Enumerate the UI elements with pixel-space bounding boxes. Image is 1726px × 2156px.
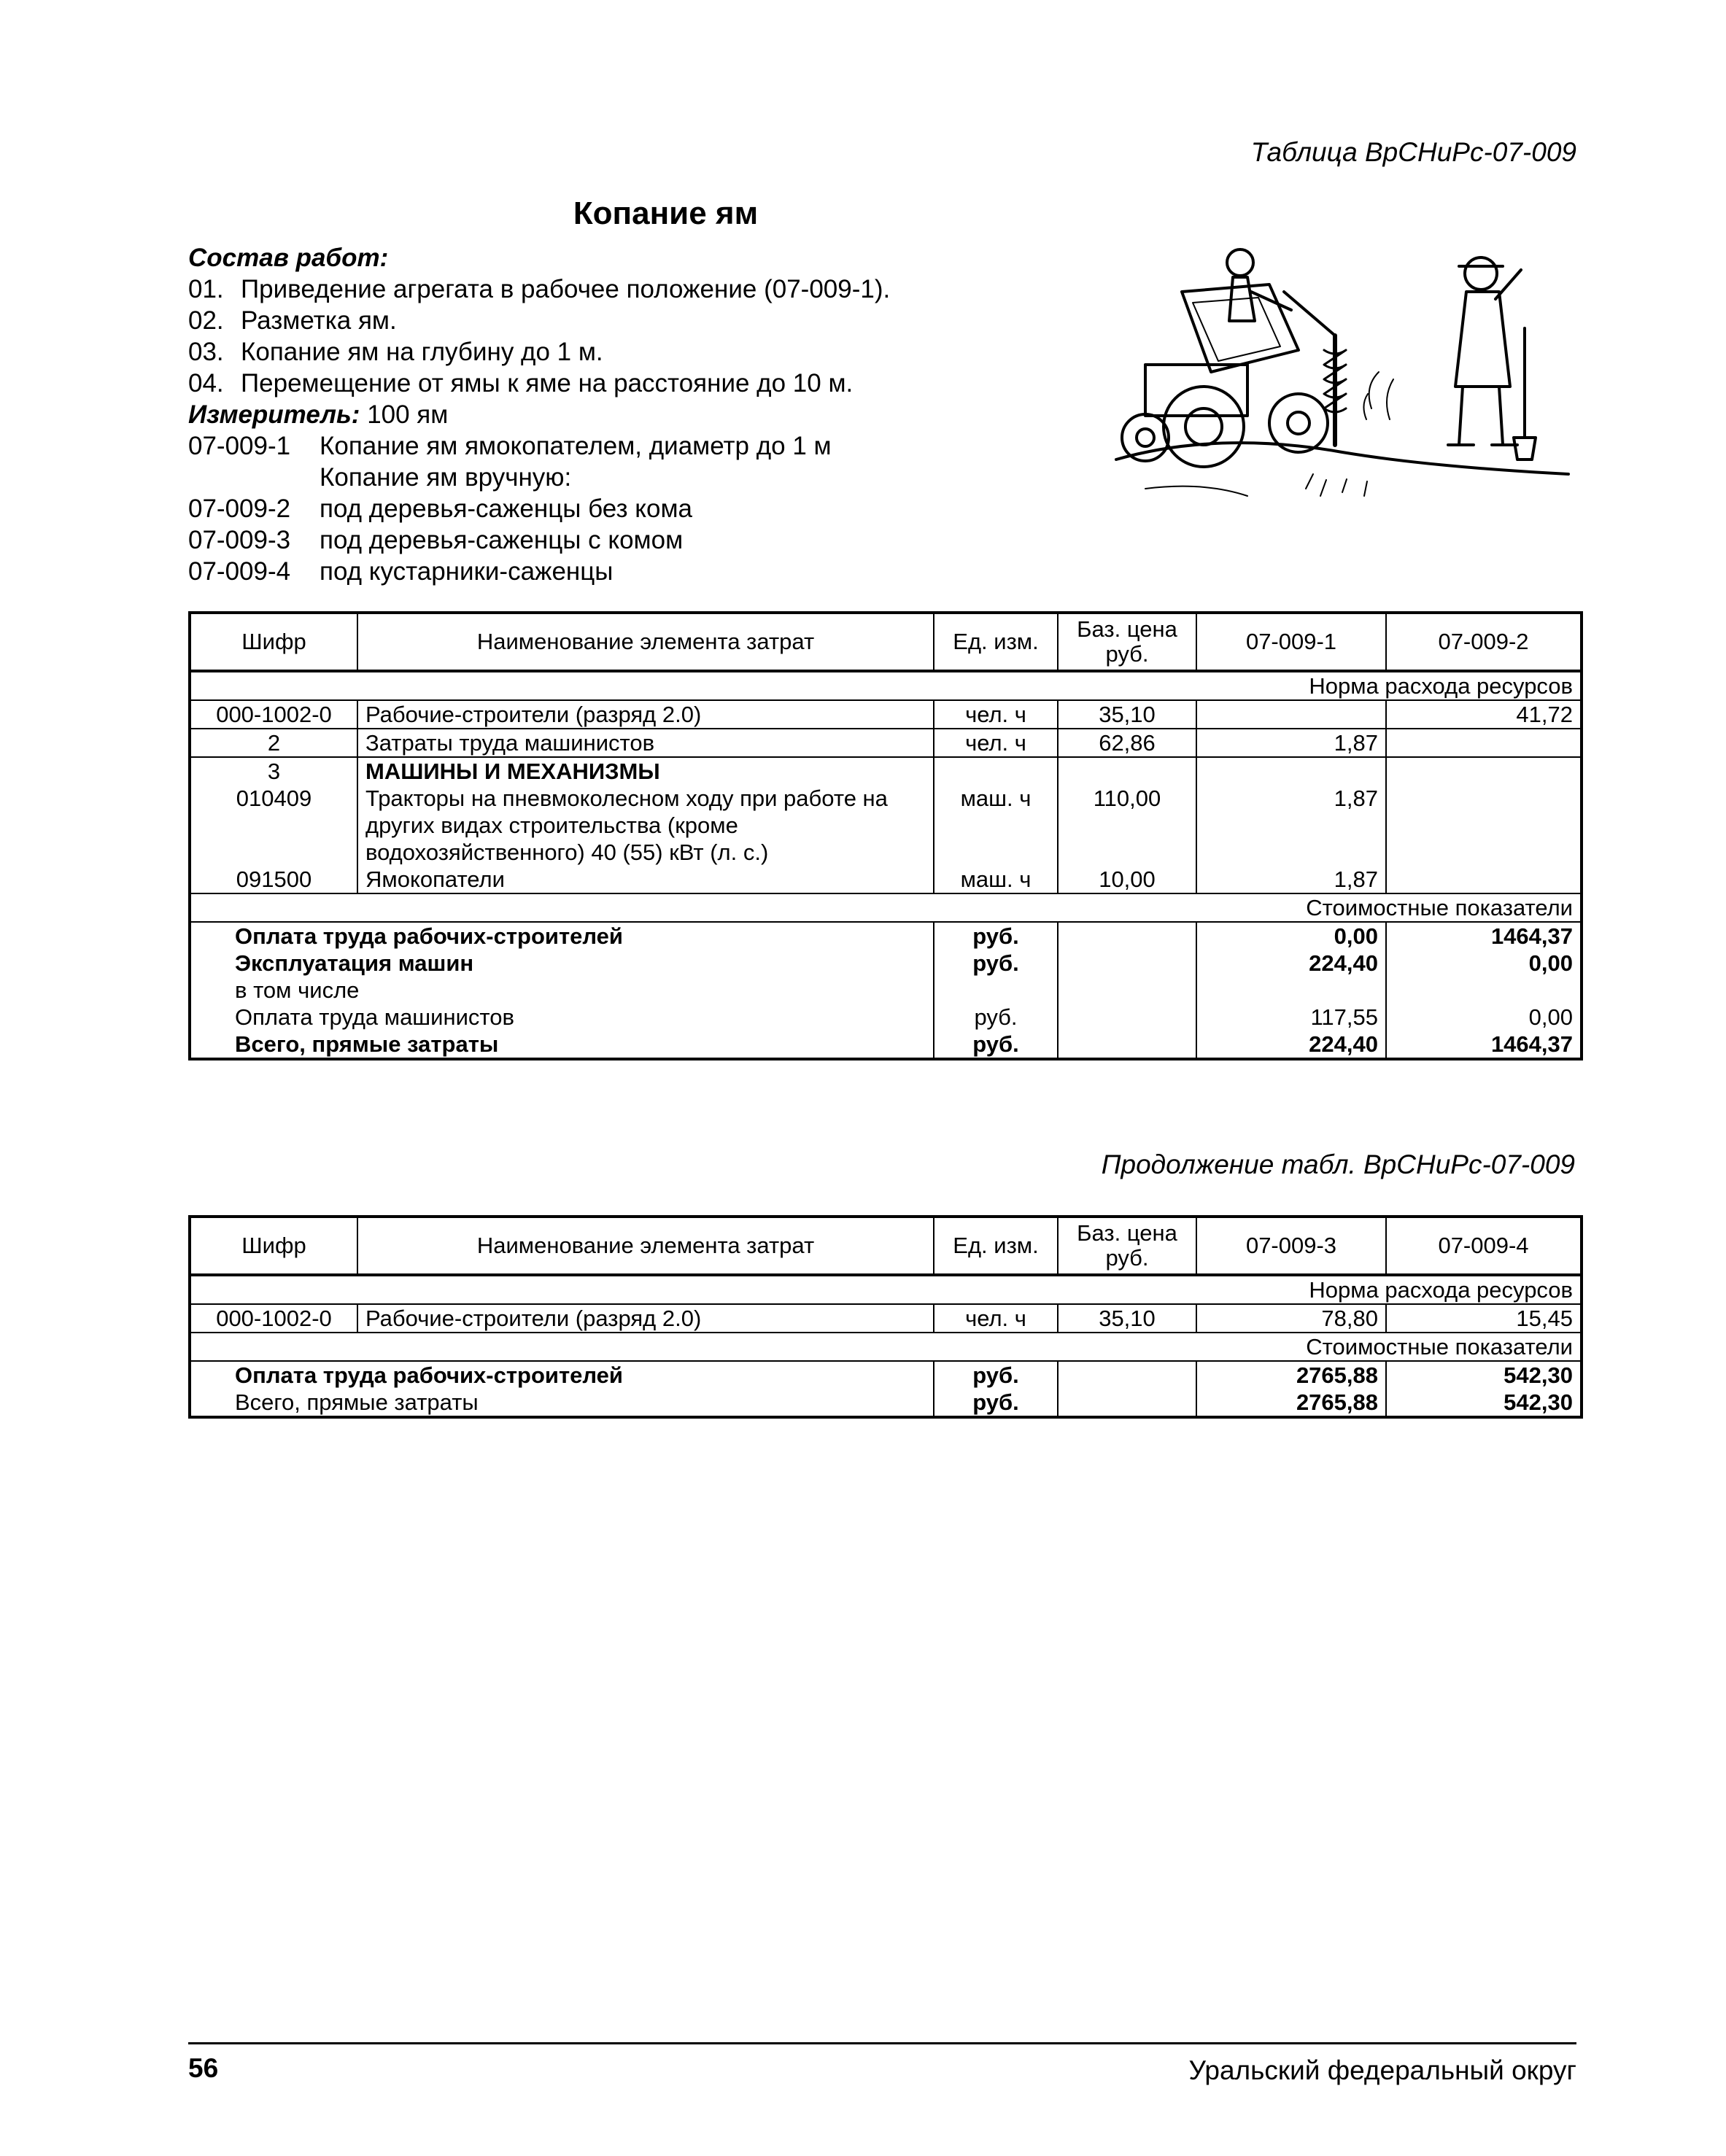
section-row	[190, 893, 1582, 922]
cell-unit: чел. ч	[934, 700, 1058, 729]
cell-v1: 1,87	[1196, 785, 1386, 866]
work-heading: Состав работ:	[188, 244, 389, 272]
item-text: Копание ям ямокопателем, диаметр до 1 м	[320, 432, 832, 460]
header-unit: Ед. изм.	[934, 613, 1058, 671]
item-code: 07-009-3	[188, 526, 291, 554]
page-number: 56	[188, 2053, 219, 2083]
cell-unit: маш. ч	[934, 785, 1058, 866]
cell-unit	[934, 757, 1058, 785]
cell-unit: чел. ч	[934, 1304, 1058, 1333]
table-row	[190, 757, 1582, 785]
cost-unit: руб.	[934, 1004, 1058, 1031]
step-text: Перемещение от ямы к яме на расстояние до 10 м.	[241, 369, 854, 398]
table-row	[190, 785, 1582, 866]
section-norms: Норма расхода ресурсов	[190, 1275, 1582, 1304]
footer-region: Уральский федеральный округ	[1188, 2055, 1576, 2085]
item-line	[188, 493, 890, 524]
cost-price	[1058, 1004, 1196, 1031]
cost-name: Оплата труда машинистов	[190, 1004, 934, 1031]
cell-name: МАШИНЫ И МЕХАНИЗМЫ	[357, 757, 934, 785]
cost-price	[1058, 977, 1196, 1004]
table-row	[190, 729, 1582, 757]
cell-v1: 1,87	[1196, 866, 1386, 893]
item-subheading	[188, 462, 890, 493]
header-col2: 07-009-2	[1386, 613, 1582, 671]
cost-name: Эксплуатация машин	[190, 950, 934, 977]
cost-v2: 0,00	[1386, 1004, 1582, 1031]
measure-line	[188, 399, 890, 430]
section-costs: Стоимостные показатели	[190, 1333, 1582, 1361]
cost-price	[1058, 1361, 1196, 1389]
cell-price	[1058, 757, 1196, 785]
cell-price: 10,00	[1058, 866, 1196, 893]
cell-code: 000-1002-0	[190, 1304, 357, 1333]
cell-v2: 41,72	[1386, 700, 1582, 729]
header-col2: 07-009-4	[1386, 1217, 1582, 1275]
item-text: под деревья-саженцы без кома	[320, 495, 692, 523]
step-number: 04.	[188, 369, 224, 398]
tractor-illustration	[1102, 241, 1576, 532]
cell-code: 000-1002-0	[190, 700, 357, 729]
cost-v1: 224,40	[1196, 1031, 1386, 1059]
cell-v2	[1386, 785, 1582, 866]
cell-unit: чел. ч	[934, 729, 1058, 757]
cost-unit: руб.	[934, 922, 1058, 950]
cost-unit: руб.	[934, 1361, 1058, 1389]
cell-v2	[1386, 866, 1582, 893]
section-row	[190, 671, 1582, 700]
cell-name: Рабочие-строители (разряд 2.0)	[357, 1304, 934, 1333]
cell-v2: 15,45	[1386, 1304, 1582, 1333]
cost-v2: 542,30	[1386, 1361, 1582, 1389]
item-line	[188, 524, 890, 556]
header-col1: 07-009-3	[1196, 1217, 1386, 1275]
cost-v1: 2765,88	[1196, 1389, 1386, 1417]
cost-price	[1058, 950, 1196, 977]
cell-v2	[1386, 729, 1582, 757]
cost-v2	[1386, 977, 1582, 1004]
work-description	[188, 242, 890, 587]
cell-price: 35,10	[1058, 700, 1196, 729]
section-norms: Норма расхода ресурсов	[190, 671, 1582, 700]
cost-v1: 224,40	[1196, 950, 1386, 977]
cell-code: 2	[190, 729, 357, 757]
cost-v1: 117,55	[1196, 1004, 1386, 1031]
cost-v2: 0,00	[1386, 950, 1582, 977]
cost-row	[190, 977, 1582, 1004]
cell-name: Ямокопатели	[357, 866, 934, 893]
cost-row	[190, 950, 1582, 977]
header-col1: 07-009-1	[1196, 613, 1386, 671]
cell-v1: 78,80	[1196, 1304, 1386, 1333]
table-row	[190, 866, 1582, 893]
cost-price	[1058, 922, 1196, 950]
section-row	[190, 1333, 1582, 1361]
step-number: 03.	[188, 338, 224, 366]
cell-code: 010409	[190, 785, 357, 866]
cell-unit: маш. ч	[934, 866, 1058, 893]
header-code: Шифр	[190, 1217, 357, 1275]
section-costs: Стоимостные показатели	[190, 893, 1582, 922]
cost-price	[1058, 1031, 1196, 1059]
cost-unit: руб.	[934, 1031, 1058, 1059]
item-text: Копание ям вручную:	[320, 463, 572, 492]
page-title: Копание ям	[573, 195, 759, 231]
cell-name: Рабочие-строители (разряд 2.0)	[357, 700, 934, 729]
item-code: 07-009-4	[188, 557, 291, 586]
cost-row	[190, 1031, 1582, 1059]
header-price: Баз. цена руб.	[1058, 613, 1196, 671]
table-header-row	[190, 1217, 1582, 1275]
cell-name: Тракторы на пневмоколесном ходу при работе на других видах строительства (кроме водохозяйственного) 40 (55) кВт (л. с.)	[357, 785, 934, 866]
cost-name: Оплата труда рабочих-строителей	[190, 922, 934, 950]
cost-unit: руб.	[934, 950, 1058, 977]
table-header-row	[190, 613, 1582, 671]
item-code: 07-009-2	[188, 495, 291, 523]
measure-label: Измеритель:	[188, 400, 360, 429]
cell-price: 35,10	[1058, 1304, 1196, 1333]
cost-unit	[934, 977, 1058, 1004]
cost-v2: 1464,37	[1386, 922, 1582, 950]
work-step	[188, 368, 890, 399]
cost-v1: 2765,88	[1196, 1361, 1386, 1389]
cell-v1	[1196, 700, 1386, 729]
table-reference: Таблица ВрСНиРс-07-009	[1250, 137, 1576, 167]
cost-price	[1058, 1389, 1196, 1417]
cost-row	[190, 1361, 1582, 1389]
cost-row	[190, 922, 1582, 950]
cost-row	[190, 1004, 1582, 1031]
work-step	[188, 336, 890, 368]
measure-value: 100 ям	[367, 400, 449, 429]
step-text: Приведение агрегата в рабочее положение (07-009-1).	[241, 275, 891, 303]
cell-code: 3	[190, 757, 357, 785]
item-line	[188, 430, 890, 462]
header-price: Баз. цена руб.	[1058, 1217, 1196, 1275]
continuation-label: Продолжение табл. ВрСНиРс-07-009	[1101, 1149, 1575, 1179]
header-code: Шифр	[190, 613, 357, 671]
cost-name: в том числе	[190, 977, 934, 1004]
cell-code: 091500	[190, 866, 357, 893]
step-text: Копание ям на глубину до 1 м.	[241, 338, 603, 366]
cell-price: 62,86	[1058, 729, 1196, 757]
item-text: под деревья-саженцы с комом	[320, 526, 684, 554]
cost-v2: 1464,37	[1386, 1031, 1582, 1059]
item-text: под кустарники-саженцы	[320, 557, 614, 586]
step-number: 01.	[188, 275, 224, 303]
cell-price: 110,00	[1058, 785, 1196, 866]
cell-name: Затраты труда машинистов	[357, 729, 934, 757]
cost-table-1	[188, 611, 1583, 1060]
item-code: 07-009-1	[188, 432, 291, 460]
cell-v1: 1,87	[1196, 729, 1386, 757]
section-row	[190, 1275, 1582, 1304]
cost-v1: 0,00	[1196, 922, 1386, 950]
table-row	[190, 1304, 1582, 1333]
table-row	[190, 700, 1582, 729]
header-unit: Ед. изм.	[934, 1217, 1058, 1275]
cost-row	[190, 1389, 1582, 1417]
cost-name: Всего, прямые затраты	[190, 1031, 934, 1059]
cost-table-2	[188, 1215, 1583, 1419]
cell-v2	[1386, 757, 1582, 785]
header-name: Наименование элемента затрат	[357, 1217, 934, 1275]
work-step	[188, 305, 890, 336]
cost-name: Оплата труда рабочих-строителей	[190, 1361, 934, 1389]
cost-v2: 542,30	[1386, 1389, 1582, 1417]
header-name: Наименование элемента затрат	[357, 613, 934, 671]
cost-v1	[1196, 977, 1386, 1004]
step-text: Разметка ям.	[241, 306, 397, 335]
cell-v1	[1196, 757, 1386, 785]
footer-divider	[188, 2042, 1576, 2044]
cost-unit: руб.	[934, 1389, 1058, 1417]
cost-name: Всего, прямые затраты	[190, 1389, 934, 1417]
work-step	[188, 274, 890, 305]
item-line	[188, 556, 890, 587]
step-number: 02.	[188, 306, 224, 335]
